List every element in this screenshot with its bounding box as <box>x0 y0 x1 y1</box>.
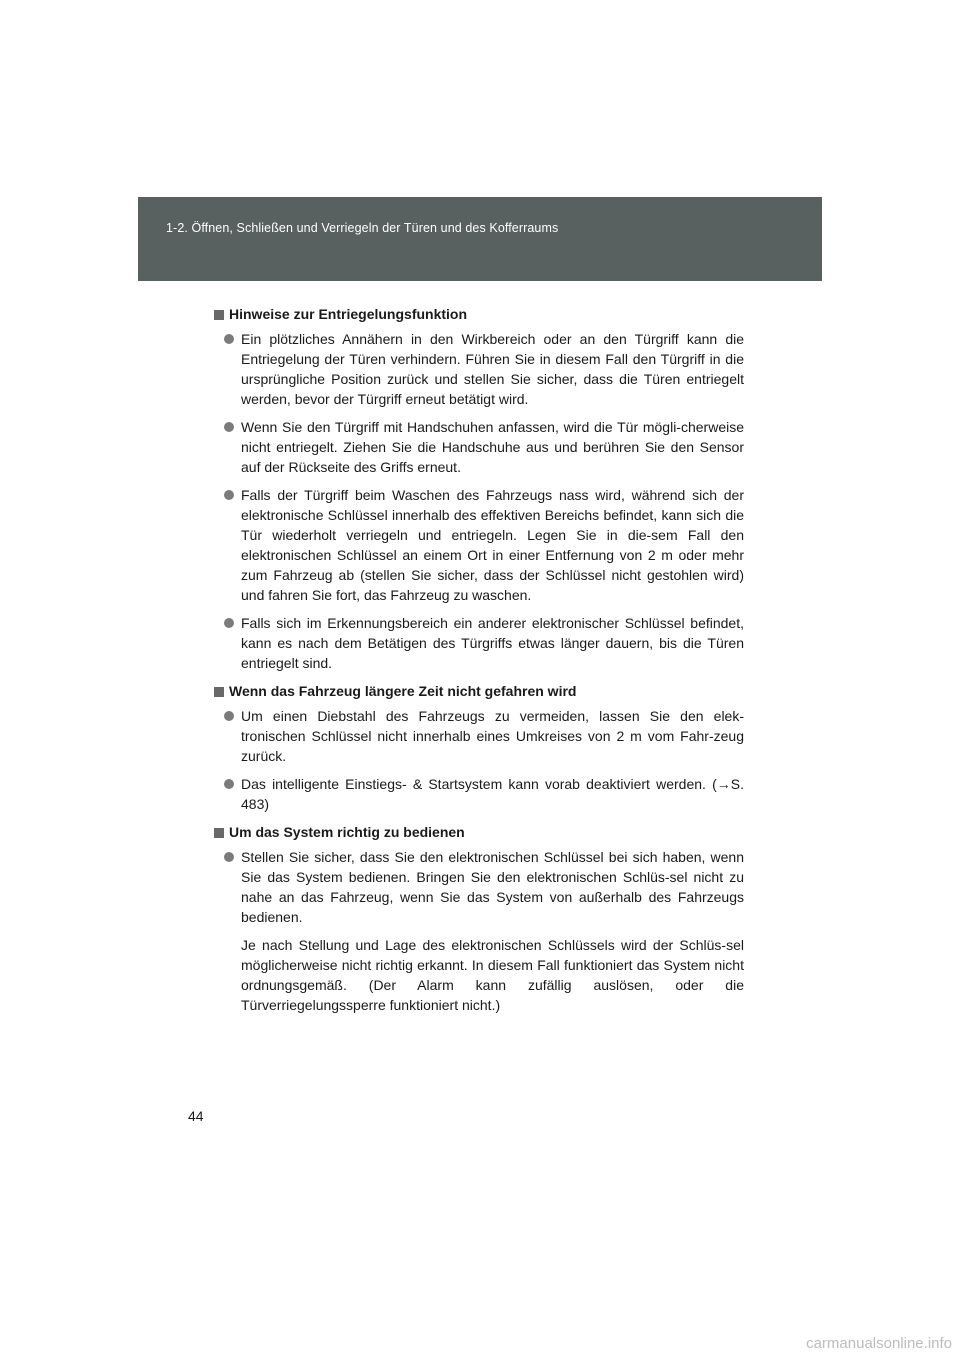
section-heading <box>214 304 744 325</box>
round-bullet-icon <box>224 711 234 721</box>
section-heading-text: Um das System richtig zu bedienen <box>229 824 465 840</box>
list-item-text: Wenn Sie den Türgriff mit Handschuhen anfassen, wird die Tür mögli-cherweise nicht entriegelt. Ziehen Sie die Handschuhe aus und berühren Sie den Sensor auf der Rückseite des Griffs erneut. <box>241 419 744 475</box>
list-item <box>214 485 744 605</box>
list-item-text: Stellen Sie sicher, dass Sie den elektronischen Schlüssel bei sich haben, wenn Sie das System bedienen. Bringen Sie den elektronischen Schlüs-sel nicht zu nahe an das Fahrzeug, wenn Sie das System von außerhalb des Fahrzeugs bedienen. <box>241 849 744 925</box>
section-heading-text: Wenn das Fahrzeug längere Zeit nicht gefahren wird <box>229 683 577 699</box>
section-heading <box>214 822 744 843</box>
section-nicht-gefahren <box>214 681 744 814</box>
section-heading-text: Hinweise zur Entriegelungsfunktion <box>229 306 468 322</box>
list-item-text: Falls sich im Erkennungsbereich ein anderer elektronischer Schlüssel befindet, kann es nach dem Betätigen des Türgriffs etwas länger dauern, bis die Türen entriegelt sind. <box>241 615 744 671</box>
round-bullet-icon <box>224 490 234 500</box>
section-entriegelung <box>214 304 744 673</box>
list-item-text: Ein plötzliches Annähern in den Wirkbereich oder an den Türgriff kann die Entriegelung der Türen verhindern. Führen Sie in diesem Fall den Türgriff in die ursprüngliche Position zurück und stellen Sie sicher, dass die Türen entriegelt werden, bevor der Türgriff erneut betätigt wird. <box>241 331 744 407</box>
square-bullet-icon <box>214 310 224 320</box>
list-item-text: Um einen Diebstahl des Fahrzeugs zu vermeiden, lassen Sie den elek-tronischen Schlüssel nicht innerhalb eines Umkreises von 2 m vom Fahr-zeug zurück. <box>241 708 744 764</box>
chapter-header-bar <box>138 197 822 281</box>
round-bullet-icon <box>224 422 234 432</box>
list-item <box>214 847 744 927</box>
section-richtig-bedienen <box>214 822 744 1015</box>
page-number: 44 <box>188 1108 204 1124</box>
list-item <box>214 329 744 409</box>
round-bullet-icon <box>224 334 234 344</box>
list-item <box>214 417 744 477</box>
round-bullet-icon <box>224 779 234 789</box>
round-bullet-icon <box>224 618 234 628</box>
list-item <box>214 774 744 814</box>
watermark: carmanualsonline.info <box>806 1335 952 1352</box>
chapter-title: 1-2. Öffnen, Schließen und Verriegeln der Türen und des Kofferraums <box>166 221 559 235</box>
paragraph: Je nach Stellung und Lage des elektronischen Schlüssels wird der Schlüs-sel möglicherweise nicht richtig erkannt. In diesem Fall funktioniert das System nicht ordnungsgemäß. (Der Alarm kann zufällig auslösen, oder die Türverriegelungssperre funktioniert nicht.) <box>241 937 744 1013</box>
square-bullet-icon <box>214 828 224 838</box>
square-bullet-icon <box>214 687 224 697</box>
round-bullet-icon <box>224 852 234 862</box>
list-item-text: Falls der Türgriff beim Waschen des Fahrzeugs nass wird, während sich der elektronische Schlüssel innerhalb des effektiven Bereichs befindet, kann sich die Tür wiederholt verriegeln und entriegeln. Legen Sie in die-sem Fall den elektronischen Schlüssel an einem Ort in einer Entfernung von 2 m oder mehr zum Fahrzeug ab (stellen Sie sicher, dass der Schlüssel nicht gestohlen wird) und fahren Sie fort, das Fahrzeug zu waschen. <box>241 487 744 603</box>
list-item <box>214 706 744 766</box>
list-item <box>214 613 744 673</box>
list-item-text: Das intelligente Einstiegs- & Startsystem kann vorab deaktiviert werden. (→S. 483) <box>241 776 744 812</box>
page-content <box>214 304 744 1023</box>
section-heading <box>214 681 744 702</box>
